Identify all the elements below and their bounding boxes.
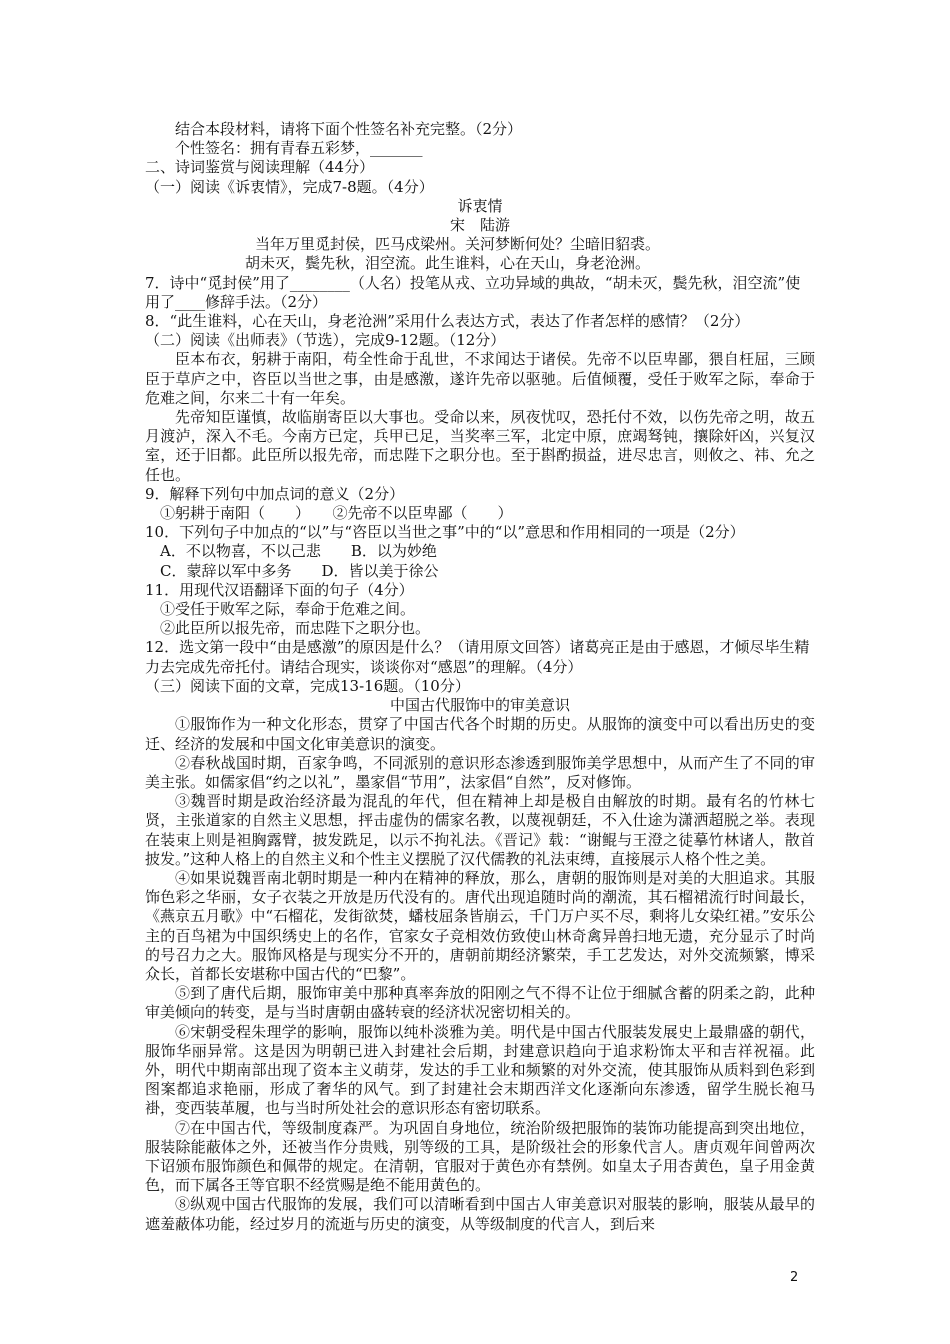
article-paragraph: ⑤到了唐代后期，服饰审美中那种真率奔放的阳刚之气不得不让位于细腻含蓄的阴柔之韵，此种审美倾向的转变，是与当时唐朝由盛转衰的经济状况密切相关的。 — [145, 984, 815, 1022]
section-1-heading: （一）阅读《诉衷情》，完成7-8题。（4分） — [145, 177, 434, 196]
question-8: 8．“此生谁料，心在天山，身老沧洲”采用什么表达方式，表达了作者怎样的感情？（2分） — [145, 312, 750, 331]
article-paragraph: ⑧纵观中国古代服饰的发展，我们可以清晰看到中国古人审美意识对服装的影响，服装从最早的遮羞蔽体功能，经过岁月的流逝与历史的演变，从等级制度的代言人，到后来 — [145, 1195, 815, 1233]
page-number: 2 — [790, 1270, 799, 1285]
question-10-options-cd: C．蒙辞以军中多务 D．皆以美于徐公 — [160, 561, 439, 580]
poem-title: 诉衷情 — [457, 196, 503, 215]
question-7: 7．诗中“觅封侯”用了________（人名）投笔从戎、立功异域的典故，“胡未灭，鬓先秋，泪空流”使用了____修辞手法。（2分） — [145, 273, 801, 311]
signature-line: 个性签名：拥有青春五彩梦，_______ — [175, 139, 423, 158]
chushibiao-paragraph-1: 臣本布衣，躬耕于南阳，苟全性命于乱世，不求闻达于诸侯。先帝不以臣卑鄙，猥自枉屈，三顾臣于草庐之中，咨臣以当世之事，由是感激，遂许先帝以驱驰。后值倾覆，受任于败军之际，奉命于危难之间，尔来二十有一年矣。 — [145, 350, 815, 407]
question-11: 11．用现代汉语翻译下面的句子（4分） — [145, 580, 414, 599]
question-9-items: ①躬耕于南阳（ ） ②先帝不以臣卑鄙（ ） — [160, 504, 513, 523]
poem-author: 宋 陆游 — [449, 216, 510, 235]
section-heading-poetry: 二、诗词鉴赏与阅读理解（44分） — [145, 158, 375, 177]
article-paragraph: ⑦在中国古代，等级制度森严。为巩固自身地位，统治阶级把服饰的装饰功能提高到突出地位，服装除能蔽体之外，还被当作分贵贱，别等级的工具，是阶级社会的形象代言人。唐贞观年间曾两次下诏颁布服饰颜色和佩带的规定。在清朝，官服对于黄色亦有禁例。如皇太子用杏黄色，皇子用金黄色，而下属各王等官职不经赏赐是绝不能用黄色的。 — [145, 1118, 815, 1195]
article-paragraph: ③魏晋时期是政治经济最为混乱的年代，但在精神上却是极自由解放的时期。最有名的竹林七贤，主张道家的自然主义思想，抨击虚伪的儒家名教，以蔑视朝廷，不入仕途为潇洒超脱之举。表现在装束上则是袒胸露臂，披发跣足，以示不拘礼法。《晋记》载：“谢鲲与王澄之徒摹竹林诸人，散首披发。”这种人格上的自然主义和个性主义摆脱了汉代儒教的礼法束缚，直接展示人格个性之美。 — [145, 792, 815, 868]
question-12: 12．选文第一段中“由是感激”的原因是什么？（请用原文回答）诸葛亮正是由于感恩，才倾尽毕生精力去完成先帝托付。请结合现实，谈谈你对“感恩”的理解。（4分） — [145, 638, 810, 676]
question-9: 9．解释下列句中加点词的意义（2分） — [145, 484, 405, 503]
instruction-line: 结合本段材料，请将下面个性签名补充完整。（2分） — [175, 120, 523, 138]
poem-line-1: 当年万里觅封侯，匹马戍梁州。关河梦断何处？尘暗旧貂裘。 — [255, 235, 661, 254]
article-paragraph: ①服饰作为一种文化形态，贯穿了中国古代各个时期的历史。从服饰的演变中可以看出历史的变迁、经济的发展和中国文化审美意识的演变。 — [145, 715, 815, 753]
article-paragraph: ②春秋战国时期，百家争鸣，不同派别的意识形态渗透到服饰美学思想中，从而产生了不同的审美主张。如儒家倡“约之以礼”，墨家倡“节用”，法家倡“自然”，反对修饰。 — [145, 753, 815, 791]
article-paragraph: ⑥宋朝受程朱理学的影响，服饰以纯朴淡雅为美。明代是中国古代服装发展史上最鼎盛的朝代，服饰华丽异常。这是因为明朝已进入封建社会后期，封建意识趋向于追求粉饰太平和吉祥祝福。此外，明代中期南部出现了资本主义萌芽，发达的手工业和频繁的对外交流，使其服饰从质料到色彩到图案都追求艳丽，形成了奢华的风气。到了封建社会末期西洋文化逐渐向东渗透，留学生脱长袍马褂，变西装革履，也与当时所处社会的意识形态有密切联系。 — [145, 1022, 815, 1118]
document-page — [145, 120, 815, 1234]
chushibiao-paragraph-2: 先帝知臣谨慎，故临崩寄臣以大事也。受命以来，夙夜忧叹，恐托付不效，以伤先帝之明，故五月渡泸，深入不毛。今南方已定，兵甲已足，当奖率三军，北定中原，庶竭驽钝，攘除奸凶，兴复汉室，还于旧都。此臣所以报先帝，而忠陛下之职分也。至于斟酌损益，进尽忠言，则攸之、祎、允之任也。 — [145, 408, 815, 484]
question-10-options-ab: A．不以物喜，不以己悲 B．以为妙绝 — [160, 542, 437, 561]
poem-line-2: 胡未灭，鬓先秋，泪空流。此生谁料，心在天山，身老沧洲。 — [245, 254, 651, 273]
question-11-sentence-2: ②此臣所以报先帝，而忠陛下之职分也。 — [160, 619, 431, 638]
section-3-heading: （三）阅读下面的文章，完成13-16题。（10分） — [145, 676, 470, 695]
section-2-heading: （二）阅读《出师表》（节选），完成9-12题。（12分） — [145, 331, 506, 350]
question-10: 10．下列句子中加点的“以”与“咨臣以当世之事”中的“以”意思和作用相同的一项是（2分） — [145, 523, 745, 542]
article-paragraph: ④如果说魏晋南北朝时期是一种内在精神的释放，那么，唐朝的服饰则是对美的大胆追求。其服饰色彩之华丽，女子衣装之开放是历代没有的。唐代出现追随时尚的潮流，其石榴裙流行时间最长，《燕京五月歌》中“石榴花，发街欲焚，蟠枝屈条皆崩云，千门万户买不尽，剩将儿女染红裙。”安乐公主的百鸟裙为中国织绣史上的名作，官家女子竞相效仿致使山林奇禽异兽扫地无遗，充分显示了时尚的号召力之大。服饰风格是与现实分不开的，唐朝前期经济繁荣，手工艺发达，对外交流频繁，博采众长，首都长安堪称中国古代的“巴黎”。 — [145, 868, 815, 983]
article-title: 中国古代服饰中的审美意识 — [389, 696, 570, 715]
question-11-sentence-1: ①受任于败军之际，奉命于危难之间。 — [160, 600, 416, 619]
